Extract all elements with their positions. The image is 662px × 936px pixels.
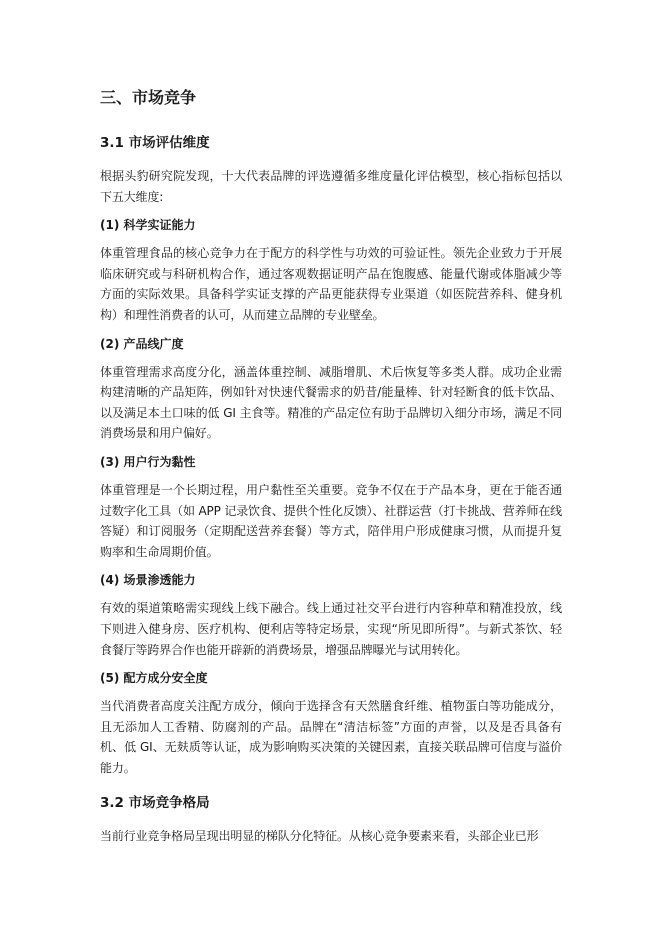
subsection-title-3-2: 3.2 市场竞争格局: [100, 795, 210, 812]
item-body-3: 体重管理是一个长期过程，用户黏性至关重要。竞争不仅在于产品本身，更在于能否通过数字化工具（如 APP 记录饮食、提供个性化反馈）、社群运营（打卡挑战、营养师在线答疑）和订阅服务（定期配送营养套餐）等方式，陪伴用户形成健康习惯，从而提升复购率和生命周期价值。: [100, 482, 563, 559]
item-heading-5: (5) 配方成分安全度: [100, 671, 208, 686]
item-heading-1: (1) 科学实证能力: [100, 218, 196, 233]
subsection-body-3-2: 当前行业竞争格局呈现出明显的梯队分化特征。从核心竞争要素来看，头部企业已形: [100, 829, 539, 844]
item-body-1: 体重管理食品的核心竞争力在于配方的科学性与功效的可验证性。领先企业致力于开展临床研究或与科研机构合作，通过客观数据证明产品在饱腹感、能量代谢或体脂减少等方面的实际效果。具备科学实证支撑的产品更能获得专业渠道（如医院营养科、健身机构）和理性消费者的认可，从而建立品牌的专业壁垒。: [100, 246, 562, 322]
item-heading-3: (3) 用户行为黏性: [100, 454, 196, 469]
section-title: 三、市场竞争: [100, 88, 197, 107]
item-body-2: 体重管理需求高度分化，涵盖体重控制、减脂增肌、术后恢复等多类人群。成功企业需构建清晰的产品矩阵，例如针对快速代餐需求的奶昔/能量棒、针对轻断食的低卡饮品、以及满足本土口味的低 GI 主食等。精准的产品定位有助于品牌切入细分市场，满足不同消费场景和用户偏好。: [100, 364, 562, 441]
item-body-5: 当代消费者高度关注配方成分，倾向于选择含有天然膳食纤维、植物蛋白等功能成分，且无添加人工香精、防腐剂的产品。品牌在“清洁标签”方面的声誉，以及是否具备有机、低 GI、无麸质等认证，成为影响购买决策的关键因素，直接关联品牌可信度与溢价能力。: [100, 699, 562, 775]
item-heading-2: (2) 产品线广度: [100, 336, 184, 351]
item-body-4: 有效的渠道策略需实现线上线下融合。线上通过社交平台进行内容种草和精准投放，线下则进入健身房、医疗机构、便利店等特定场景，实现“所见即所得”。与新式茶饮、轻食餐厅等跨界合作也能开辟新的消费场景，增强品牌曝光与试用转化。: [100, 601, 562, 657]
subsection-intro: 根据头豹研究院发现，十大代表品牌的评选遵循多维度量化评估模型，核心指标包括以下五大维度:: [100, 169, 562, 204]
subsection-title-3-1: 3.1 市场评估维度: [100, 135, 210, 151]
item-heading-4: (4) 场景渗透能力: [100, 573, 196, 588]
